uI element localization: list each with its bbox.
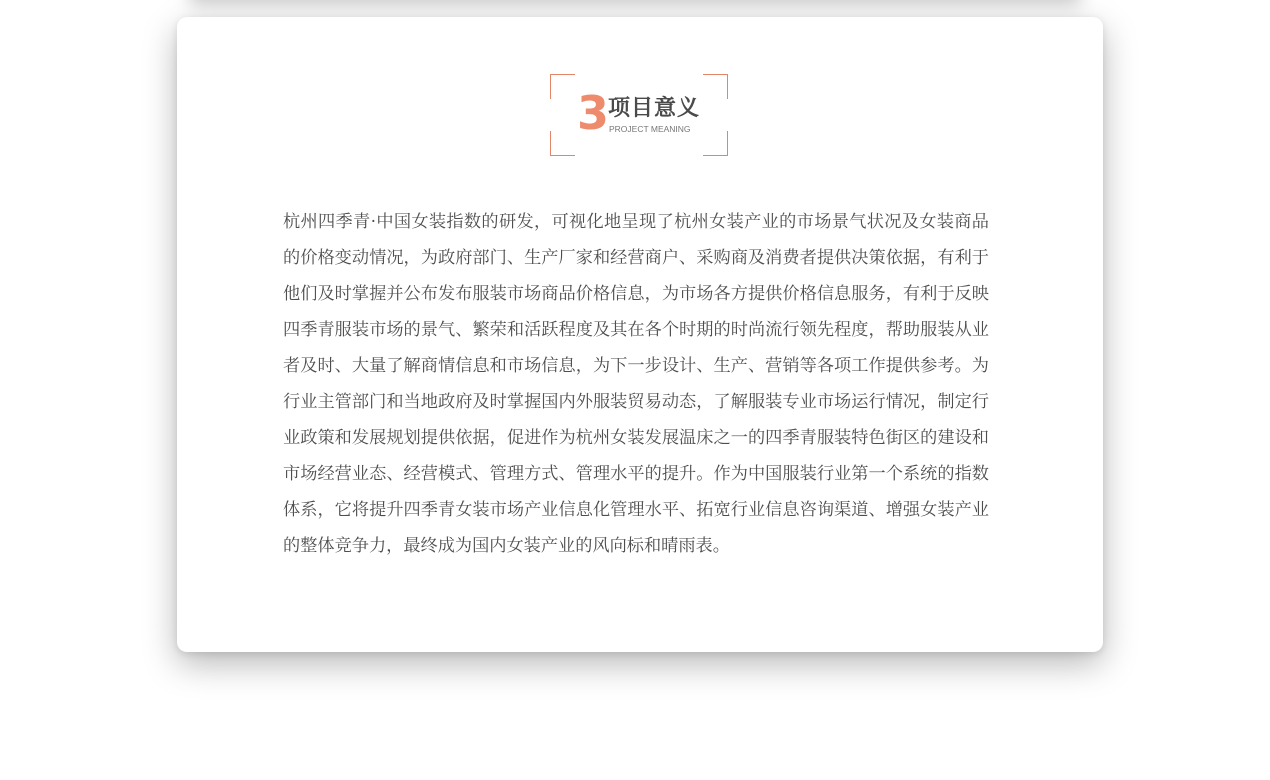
section-title: 项目意义 [608,96,701,121]
section-subtitle: PROJECT MEANING [609,124,691,134]
corner-bracket-bottom-left [550,131,575,156]
corner-bracket-top-right [703,74,728,99]
corner-bracket-bottom-right [703,131,728,156]
section-heading [550,74,728,156]
section-number: 3 [577,86,610,140]
corner-bracket-top-left [550,74,575,99]
project-meaning-paragraph: 杭州四季青·中国女装指数的研发，可视化地呈现了杭州女装产业的市场景气状况及女装商品的价格变动情况，为政府部门、生产厂家和经营商户、采购商及消费者提供决策依据，有利于他们及时掌握并公布发布服装市场商品价格信息，为市场各方提供价格信息服务，有利于反映四季青服装市场的景气、繁荣和活跃程度及其在各个时期的时尚流行领先程度，帮助服装从业者及时、大量了解商情信息和市场信息，为下一步设计、生产、营销等各项工作提供参考。为行业主管部门和当地政府及时掌握国内外服装贸易动态，了解服装专业市场运行情况，制定行业政策和发展规划提供依据，促进作为杭州女装发展温床之一的四季青服装特色街区的建设和市场经营业态、经营模式、管理方式、管理水平的提升。作为中国服装行业第一个系统的指数体系，它将提升四季青女装市场产业信息化管理水平、拓宽行业信息咨询渠道、增强女装产业的整体竞争力，最终成为国内女装产业的风向标和晴雨表。 [283,212,989,556]
content-card [177,17,1103,652]
